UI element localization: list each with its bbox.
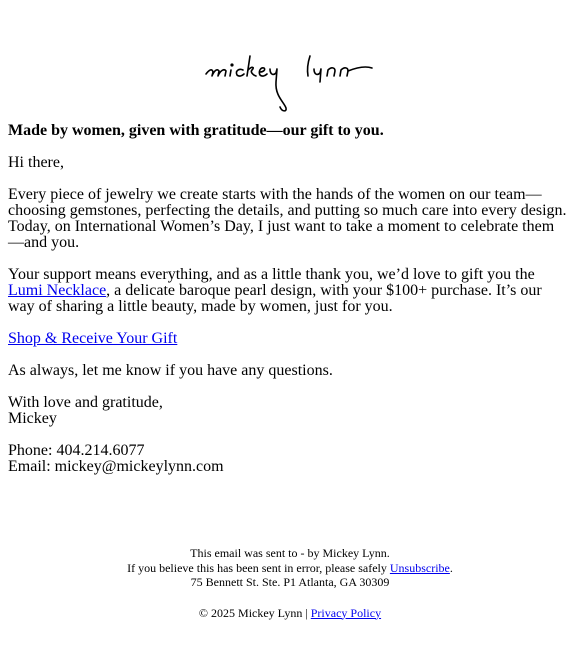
footer-address: 75 Bennett St. Ste. P1 Atlanta, GA 30309 <box>190 575 390 589</box>
footer-error-period: . <box>449 560 453 575</box>
unsubscribe-link[interactable]: Unsubscribe <box>389 560 450 575</box>
contact-block <box>8 443 568 475</box>
gift-text-after: , a delicate baroque pearl design, with your $100+ purchase. It’s our way of sharing a little beauty, made by women, just for you. <box>8 282 542 315</box>
email-body <box>8 123 568 491</box>
footer-sent-to: This email was sent to - by Mickey Lynn. <box>190 546 390 560</box>
footer-copyright-line <box>0 606 580 621</box>
footer-error-line <box>0 561 580 576</box>
footer-error-text: If you believe this has been sent in error, please safely <box>127 560 390 575</box>
gift-paragraph <box>8 267 568 315</box>
shop-gift-link[interactable]: Shop & Receive Your Gift <box>8 330 178 347</box>
lumi-necklace-link[interactable]: Lumi Necklace <box>8 282 107 299</box>
email-line: Email: mickey@mickeylynn.com <box>8 458 224 475</box>
intro-paragraph: Every piece of jewelry we create starts with the hands of the women on our team—choosing gemstones, perfecting the details, and putting so much care into every design. Today, on International Women’s Day, I just want to take a moment to celebrate them—and you. <box>8 186 567 251</box>
signoff: With love and gratitude, <box>8 394 163 411</box>
copyright-text: © 2025 Mickey Lynn | <box>198 605 311 620</box>
email-headline: Made by women, given with gratitude—our gift to you. <box>8 122 384 139</box>
greeting: Hi there, <box>8 154 64 171</box>
phone-line: Phone: 404.214.6077 <box>8 442 145 459</box>
signature: Mickey <box>8 410 57 427</box>
questions-paragraph: As always, let me know if you have any questions. <box>8 362 333 379</box>
signoff-block <box>8 395 568 427</box>
gift-text-before: Your support means everything, and as a little thank you, we’d love to gift you the <box>8 266 535 283</box>
email-footer <box>0 546 580 620</box>
mickey-lynn-logo <box>200 52 380 112</box>
cta-paragraph <box>8 331 568 347</box>
privacy-policy-link[interactable]: Privacy Policy <box>310 605 382 620</box>
